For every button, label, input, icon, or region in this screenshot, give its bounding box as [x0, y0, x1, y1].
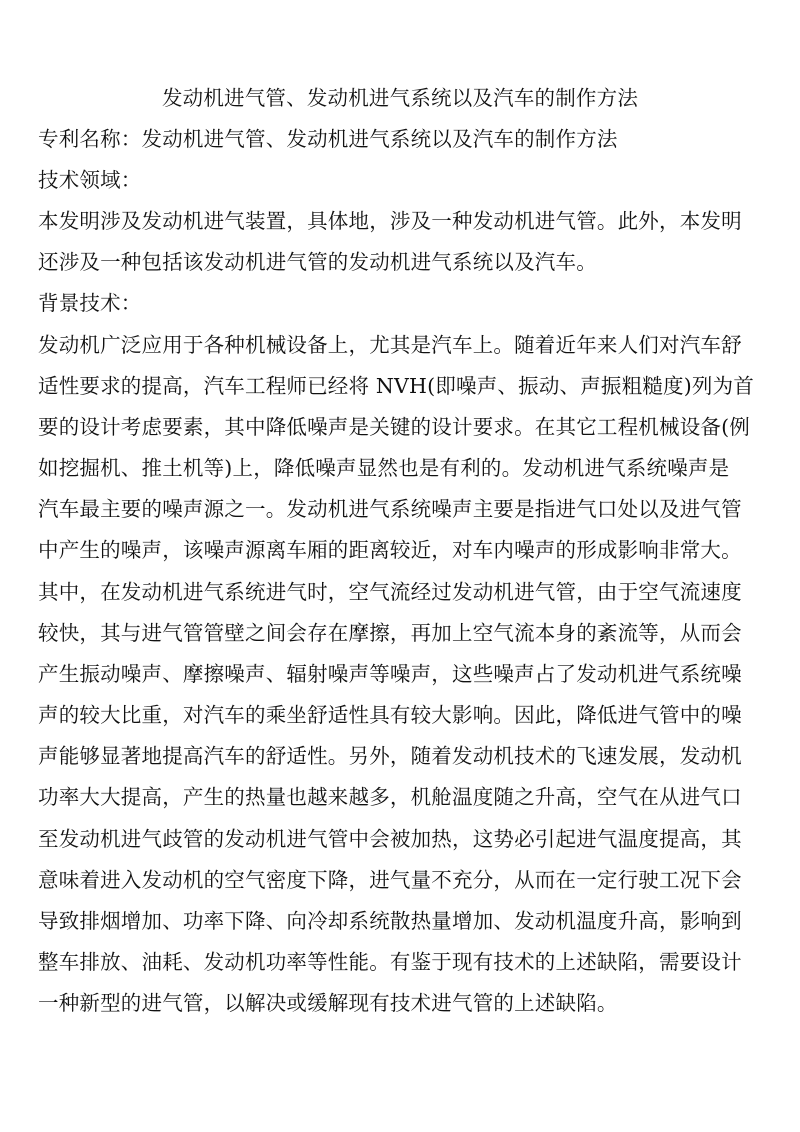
- background-line: 汽车最主要的噪声源之一。发动机进气系统噪声主要是指进气口处以及进气管: [38, 497, 742, 521]
- background-line: 声能够显著地提高汽车的舒适性。另外，随着发动机技术的飞速发展，发动机: [38, 744, 742, 768]
- background-line: 如挖掘机、推土机等)上，降低噪声显然也是有利的。发动机进气系统噪声是: [38, 456, 730, 480]
- background-line: 其中，在发动机进气系统进气时，空气流经过发动机进气管，由于空气流速度: [38, 580, 742, 604]
- background-heading: 背景技术：: [38, 291, 142, 315]
- background-line: 整车排放、油耗、发动机功率等性能。有鉴于现有技术的上述缺陷，需要设计: [38, 950, 742, 974]
- tech-field-heading: 技术领域：: [38, 168, 142, 192]
- background-line: 产生振动噪声、摩擦噪声、辐射噪声等噪声，这些噪声占了发动机进气系统噪: [38, 662, 742, 686]
- document-title: 发动机进气管、发动机进气系统以及汽车的制作方法: [161, 86, 639, 110]
- background-line: 发动机广泛应用于各种机械设备上，尤其是汽车上。随着近年来人们对汽车舒: [38, 333, 742, 357]
- background-line: 一种新型的进气管，以解决或缓解现有技术进气管的上述缺陷。: [38, 991, 618, 1015]
- tech-field-line: 还涉及一种包括该发动机进气管的发动机进气系统以及汽车。: [38, 250, 597, 274]
- background-line: 声的较大比重，对汽车的乘坐舒适性具有较大影响。因此，降低进气管中的噪: [38, 703, 742, 727]
- background-line: 意味着进入发动机的空气密度下降，进气量不充分，从而在一定行驶工况下会: [38, 868, 742, 892]
- background-line: 适性要求的提高，汽车工程师已经将 NVH(即噪声、振动、声振粗糙度)列为首: [38, 374, 755, 398]
- background-line: 较快，其与进气管管壁之间会存在摩擦，再加上空气流本身的紊流等，从而会: [38, 621, 742, 645]
- tech-field-line: 本发明涉及发动机进气装置，具体地，涉及一种发动机进气管。此外，本发明: [38, 209, 742, 233]
- background-line: 要的设计考虑要素，其中降低噪声是关键的设计要求。在其它工程机械设备(例: [38, 415, 750, 439]
- patent-name-line: 专利名称：发动机进气管、发动机进气系统以及汽车的制作方法: [38, 127, 618, 151]
- background-line: 至发动机进气歧管的发动机进气管中会被加热，这势必引起进气温度提高，其: [38, 827, 742, 851]
- background-line: 导致排烟增加、功率下降、向冷却系统散热量增加、发动机温度升高，影响到: [38, 909, 742, 933]
- background-line: 中产生的噪声，该噪声源离车厢的距离较近，对车内噪声的形成影响非常大。: [38, 538, 742, 562]
- background-line: 功率大大提高，产生的热量也越来越多，机舱温度随之升高，空气在从进气口: [38, 785, 742, 809]
